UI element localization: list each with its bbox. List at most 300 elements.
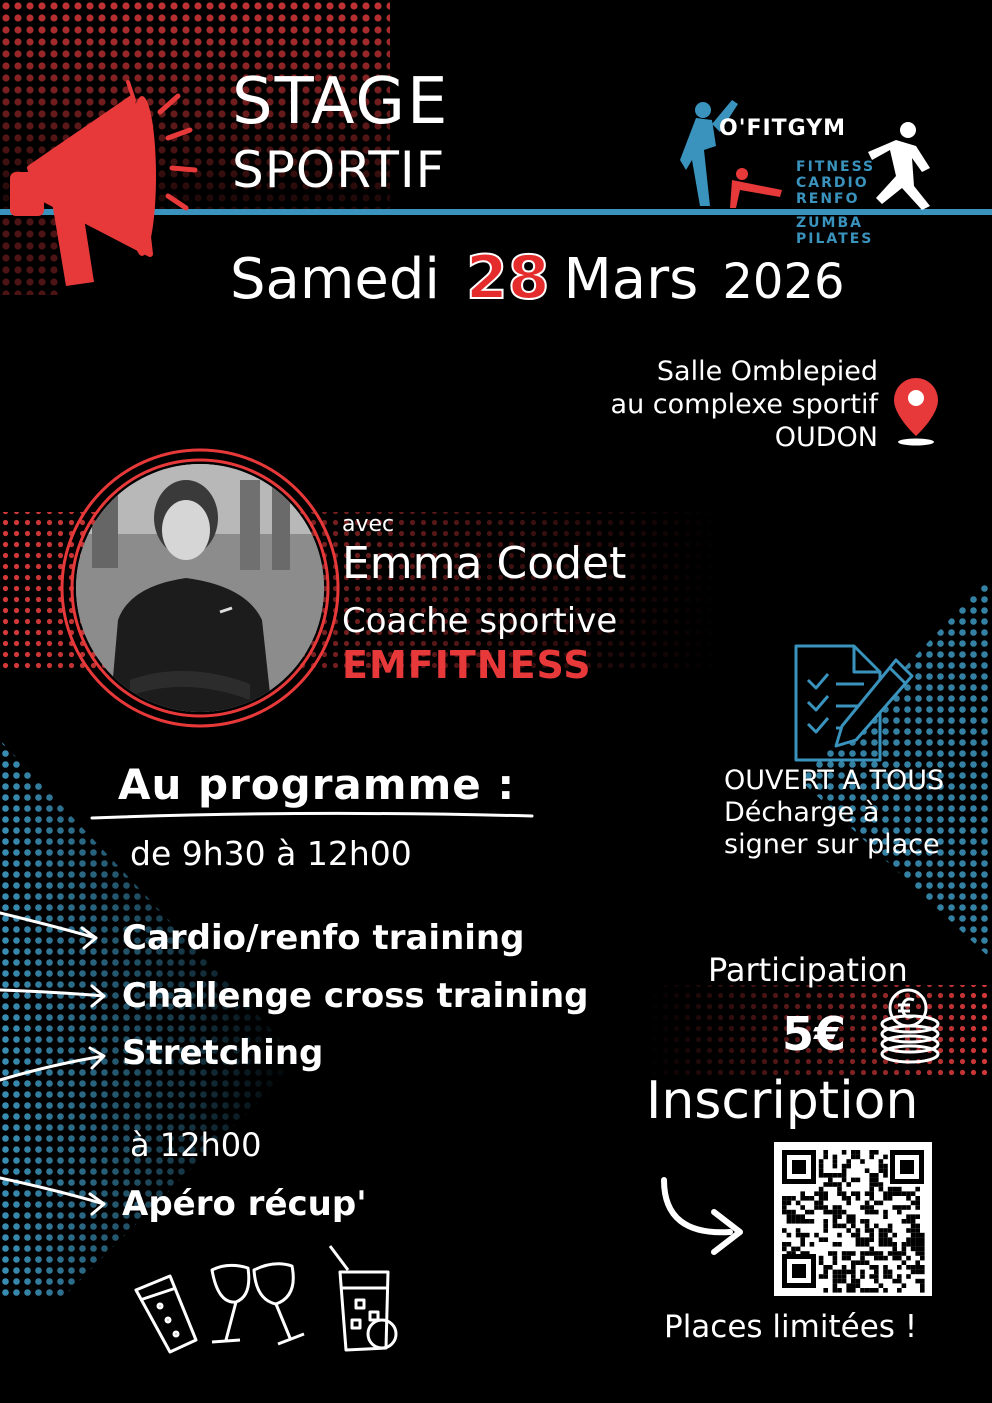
qr-module: [833, 1164, 838, 1169]
qr-module: [915, 1251, 920, 1256]
qr-module: [920, 1247, 925, 1252]
qr-module: [879, 1242, 884, 1247]
drinks-icon: [136, 1246, 396, 1352]
qr-module: [837, 1205, 842, 1210]
qr-module: [823, 1205, 828, 1210]
qr-module: [800, 1219, 805, 1224]
qr-module: [791, 1219, 796, 1224]
waiver-line: Décharge à: [724, 797, 880, 828]
qr-module: [851, 1279, 856, 1284]
qr-module: [860, 1274, 865, 1279]
qr-module: [837, 1182, 842, 1187]
curved-arrow-icon: [664, 1180, 740, 1252]
qr-module: [883, 1265, 888, 1270]
qr-module: [879, 1283, 884, 1288]
logo-line: PILATES: [796, 231, 874, 247]
qr-module: [906, 1196, 911, 1201]
qr-module: [865, 1237, 870, 1242]
qr-module: [860, 1205, 865, 1210]
places-note: Places limitées !: [664, 1309, 918, 1345]
qr-module: [856, 1155, 861, 1160]
qr-module: [883, 1164, 888, 1169]
qr-module: [856, 1233, 861, 1238]
qr-module: [911, 1270, 916, 1275]
qr-module: [911, 1214, 916, 1219]
qr-module: [842, 1210, 847, 1215]
qr-module: [823, 1228, 828, 1233]
qr-module: [915, 1265, 920, 1270]
qr-module: [819, 1164, 824, 1169]
qr-module: [800, 1214, 805, 1219]
qr-module: [915, 1214, 920, 1219]
qr-module: [846, 1288, 851, 1293]
qr-module: [883, 1237, 888, 1242]
qr-module: [865, 1228, 870, 1233]
qr-module: [856, 1150, 861, 1155]
qr-module: [888, 1251, 893, 1256]
qr-module: [805, 1210, 810, 1215]
qr-module: [902, 1191, 907, 1196]
program-item: Cardio/renfo training: [122, 918, 525, 958]
qr-module: [860, 1242, 865, 1247]
qr-module: [819, 1159, 824, 1164]
qr-module: [828, 1182, 833, 1187]
qr-module: [828, 1178, 833, 1183]
qr-module: [892, 1279, 897, 1284]
qr-module: [892, 1233, 897, 1238]
qr-module: [842, 1178, 847, 1183]
qr-module: [874, 1224, 879, 1229]
qr-module: [851, 1260, 856, 1265]
qr-module: [842, 1173, 847, 1178]
qr-module: [846, 1201, 851, 1206]
qr-module: [837, 1191, 842, 1196]
program-underline: [92, 813, 532, 818]
qr-module: [846, 1182, 851, 1187]
qr-module: [906, 1256, 911, 1261]
qr-module: [897, 1265, 902, 1270]
qr-module: [851, 1178, 856, 1183]
qr-module: [833, 1155, 838, 1160]
qr-module: [842, 1196, 847, 1201]
qr-module: [897, 1279, 902, 1284]
qr-code[interactable]: [774, 1142, 932, 1296]
qr-module: [842, 1270, 847, 1275]
qr-module: [869, 1210, 874, 1215]
qr-module: [823, 1155, 828, 1160]
qr-module: [906, 1228, 911, 1233]
qr-module: [860, 1219, 865, 1224]
qr-module: [791, 1214, 796, 1219]
qr-module: [869, 1288, 874, 1293]
qr-module: [823, 1191, 828, 1196]
title-line-1: STAGE: [232, 65, 450, 139]
venue-line: Salle Omblepied: [656, 356, 878, 387]
qr-module: [915, 1224, 920, 1229]
qr-module: [856, 1228, 861, 1233]
qr-module: [869, 1150, 874, 1155]
qr-module: [814, 1233, 819, 1238]
qr-module: [791, 1247, 796, 1252]
coach-brand: EMFITNESS: [342, 643, 592, 687]
qr-module: [920, 1279, 925, 1284]
qr-module: [869, 1251, 874, 1256]
qr-module: [800, 1205, 805, 1210]
qr-module: [828, 1265, 833, 1270]
qr-module: [819, 1274, 824, 1279]
qr-module: [879, 1201, 884, 1206]
qr-module: [906, 1274, 911, 1279]
qr-module: [805, 1219, 810, 1224]
qr-module: [791, 1210, 796, 1215]
qr-module: [869, 1205, 874, 1210]
qr-module: [915, 1242, 920, 1247]
qr-module: [911, 1247, 916, 1252]
qr-module: [883, 1173, 888, 1178]
qr-module: [865, 1210, 870, 1215]
qr-module: [833, 1214, 838, 1219]
qr-module: [915, 1201, 920, 1206]
qr-module: [842, 1279, 847, 1284]
qr-module: [823, 1288, 828, 1293]
qr-module: [782, 1196, 787, 1201]
date-day: 28: [465, 243, 550, 313]
qr-module: [791, 1196, 796, 1201]
qr-module: [851, 1224, 856, 1229]
qr-module: [920, 1270, 925, 1275]
qr-module: [787, 1201, 792, 1206]
qr-module: [819, 1191, 824, 1196]
qr-module: [915, 1279, 920, 1284]
qr-module: [883, 1242, 888, 1247]
qr-module: [892, 1247, 897, 1252]
qr-module: [879, 1233, 884, 1238]
qr-module: [883, 1196, 888, 1201]
qr-module: [874, 1274, 879, 1279]
qr-module: [869, 1233, 874, 1238]
qr-module: [920, 1237, 925, 1242]
qr-module: [874, 1270, 879, 1275]
qr-module: [787, 1242, 792, 1247]
qr-module: [888, 1274, 893, 1279]
qr-module: [833, 1224, 838, 1229]
qr-module: [837, 1279, 842, 1284]
qr-module: [833, 1288, 838, 1293]
qr-module: [888, 1191, 893, 1196]
qr-module: [842, 1256, 847, 1261]
qr-module: [842, 1168, 847, 1173]
qr-module: [787, 1210, 792, 1215]
qr-module: [865, 1219, 870, 1224]
qr-module: [860, 1251, 865, 1256]
qr-module: [915, 1205, 920, 1210]
qr-module: [879, 1182, 884, 1187]
qr-module: [883, 1274, 888, 1279]
qr-module: [911, 1224, 916, 1229]
qr-module: [897, 1210, 902, 1215]
qr-module: [851, 1219, 856, 1224]
qr-module: [810, 1210, 815, 1215]
after-item: Apéro récup': [122, 1184, 367, 1224]
qr-module: [906, 1219, 911, 1224]
qr-module: [860, 1237, 865, 1242]
qr-module: [897, 1251, 902, 1256]
qr-module: [902, 1242, 907, 1247]
qr-module: [819, 1260, 824, 1265]
qr-module: [911, 1191, 916, 1196]
qr-module: [920, 1251, 925, 1256]
qr-module: [869, 1196, 874, 1201]
qr-module: [846, 1251, 851, 1256]
qr-module: [874, 1251, 879, 1256]
qr-module: [915, 1260, 920, 1265]
qr-module: [837, 1173, 842, 1178]
qr-module: [837, 1274, 842, 1279]
qr-module: [874, 1150, 879, 1155]
open-line: OUVERT A TOUS: [724, 765, 945, 796]
qr-module: [865, 1242, 870, 1247]
qr-module: [851, 1155, 856, 1160]
qr-module: [800, 1237, 805, 1242]
qr-module: [828, 1251, 833, 1256]
qr-module: [846, 1283, 851, 1288]
qr-module: [856, 1260, 861, 1265]
qr-module: [856, 1178, 861, 1183]
qr-module: [865, 1191, 870, 1196]
qr-module: [906, 1242, 911, 1247]
qr-module: [787, 1233, 792, 1238]
qr-module: [906, 1214, 911, 1219]
qr-module: [869, 1182, 874, 1187]
title-line-2: SPORTIF: [232, 141, 446, 199]
qr-module: [915, 1187, 920, 1192]
qr-module: [865, 1168, 870, 1173]
qr-module: [814, 1205, 819, 1210]
qr-module: [833, 1219, 838, 1224]
qr-module: [833, 1256, 838, 1261]
qr-module: [897, 1191, 902, 1196]
date-month: Mars: [563, 247, 699, 312]
qr-module: [856, 1196, 861, 1201]
qr-module: [869, 1173, 874, 1178]
qr-module: [846, 1256, 851, 1261]
qr-module: [892, 1191, 897, 1196]
qr-module: [823, 1196, 828, 1201]
qr-module: [856, 1283, 861, 1288]
logo-line: CARDIO: [796, 175, 869, 191]
qr-module: [837, 1210, 842, 1215]
qr-module: [851, 1251, 856, 1256]
qr-module: [920, 1283, 925, 1288]
qr-module: [874, 1279, 879, 1284]
qr-module: [883, 1168, 888, 1173]
participation-label: Participation: [708, 951, 908, 989]
qr-module: [860, 1256, 865, 1261]
qr-module: [833, 1173, 838, 1178]
qr-module: [897, 1288, 902, 1293]
qr-module: [869, 1155, 874, 1160]
qr-module: [823, 1173, 828, 1178]
qr-module: [869, 1178, 874, 1183]
qr-module: [828, 1210, 833, 1215]
qr-module: [842, 1150, 847, 1155]
qr-module: [874, 1265, 879, 1270]
qr-module: [814, 1201, 819, 1206]
qr-module: [837, 1288, 842, 1293]
qr-module: [902, 1283, 907, 1288]
qr-module: [800, 1196, 805, 1201]
qr-module: [915, 1233, 920, 1238]
qr-module: [860, 1260, 865, 1265]
qr-module: [800, 1191, 805, 1196]
qr-module: [879, 1159, 884, 1164]
qr-module: [865, 1224, 870, 1229]
qr-module: [879, 1251, 884, 1256]
qr-module: [851, 1265, 856, 1270]
qr-module: [892, 1187, 897, 1192]
qr-module: [782, 1201, 787, 1206]
qr-module: [856, 1242, 861, 1247]
qr-module: [906, 1265, 911, 1270]
qr-module: [869, 1247, 874, 1252]
program-title: Au programme :: [118, 760, 516, 809]
qr-module: [828, 1173, 833, 1178]
logo-line: ZUMBA: [796, 215, 863, 231]
waiver-line: signer sur place: [724, 829, 940, 860]
logo-name: O'FITGYM: [719, 116, 847, 141]
qr-module: [787, 1196, 792, 1201]
qr-module: [810, 1242, 815, 1247]
qr-module: [796, 1219, 801, 1224]
qr-module: [860, 1270, 865, 1275]
qr-module: [874, 1201, 879, 1206]
qr-module: [833, 1274, 838, 1279]
qr-module: [865, 1260, 870, 1265]
qr-module: [874, 1173, 879, 1178]
qr-module: [888, 1242, 893, 1247]
qr-module: [897, 1187, 902, 1192]
qr-module: [796, 1233, 801, 1238]
qr-module: [874, 1210, 879, 1215]
qr-module: [883, 1256, 888, 1261]
qr-module: [915, 1237, 920, 1242]
qr-module: [874, 1182, 879, 1187]
qr-module: [883, 1214, 888, 1219]
qr-module: [883, 1288, 888, 1293]
qr-module: [902, 1219, 907, 1224]
qr-module: [805, 1196, 810, 1201]
qr-module: [846, 1228, 851, 1233]
qr-module: [819, 1187, 824, 1192]
qr-module: [897, 1256, 902, 1261]
qr-module: [837, 1270, 842, 1275]
event-date: [230, 243, 845, 313]
qr-module: [819, 1196, 824, 1201]
qr-module: [892, 1251, 897, 1256]
qr-module: [883, 1228, 888, 1233]
qr-module: [879, 1256, 884, 1261]
qr-module: [851, 1214, 856, 1219]
qr-module: [915, 1196, 920, 1201]
qr-module: [823, 1150, 828, 1155]
qr-module: [819, 1201, 824, 1206]
qr-module: [892, 1205, 897, 1210]
qr-module: [888, 1196, 893, 1201]
qr-module: [823, 1274, 828, 1279]
qr-module: [865, 1201, 870, 1206]
qr-module: [810, 1196, 815, 1201]
qr-module: [782, 1242, 787, 1247]
qr-module: [856, 1191, 861, 1196]
qr-module: [902, 1205, 907, 1210]
qr-module: [805, 1233, 810, 1238]
qr-module: [879, 1164, 884, 1169]
qr-module: [851, 1274, 856, 1279]
qr-module: [833, 1205, 838, 1210]
qr-module: [846, 1159, 851, 1164]
qr-module: [897, 1274, 902, 1279]
qr-module: [902, 1251, 907, 1256]
date-year: 2026: [722, 254, 845, 310]
qr-module: [819, 1168, 824, 1173]
qr-module: [879, 1237, 884, 1242]
qr-module: [897, 1205, 902, 1210]
qr-module: [892, 1256, 897, 1261]
qr-module: [823, 1237, 828, 1242]
qr-module: [851, 1288, 856, 1293]
qr-module: [911, 1242, 916, 1247]
qr-module: [796, 1214, 801, 1219]
qr-module: [837, 1242, 842, 1247]
qr-module: [869, 1187, 874, 1192]
qr-module: [796, 1201, 801, 1206]
qr-module: [911, 1201, 916, 1206]
qr-module: [906, 1205, 911, 1210]
logo-line: FITNESS: [796, 159, 876, 175]
qr-module: [911, 1265, 916, 1270]
qr-module: [837, 1187, 842, 1192]
qr-module: [837, 1224, 842, 1229]
qr-module: [888, 1228, 893, 1233]
qr-module: [892, 1242, 897, 1247]
qr-module: [869, 1228, 874, 1233]
qr-module: [846, 1196, 851, 1201]
qr-module: [902, 1260, 907, 1265]
qr-module: [819, 1237, 824, 1242]
qr-module: [869, 1274, 874, 1279]
coach-prefix: avec: [342, 512, 395, 537]
qr-module: [842, 1164, 847, 1169]
coach-name: Emma Codet: [342, 538, 627, 589]
qr-module: [842, 1224, 847, 1229]
qr-module: [796, 1228, 801, 1233]
qr-module: [920, 1265, 925, 1270]
qr-module: [833, 1210, 838, 1215]
location-pin-icon: [894, 378, 938, 446]
qr-module: [846, 1164, 851, 1169]
qr-module: [860, 1288, 865, 1293]
qr-module: [833, 1283, 838, 1288]
qr-module: [879, 1228, 884, 1233]
coach-photo: [62, 450, 338, 726]
qr-module: [911, 1219, 916, 1224]
qr-module: [860, 1159, 865, 1164]
qr-module: [915, 1270, 920, 1275]
qr-module: [869, 1265, 874, 1270]
qr-module: [869, 1237, 874, 1242]
qr-module: [810, 1219, 815, 1224]
after-time: à 12h00: [130, 1126, 262, 1164]
